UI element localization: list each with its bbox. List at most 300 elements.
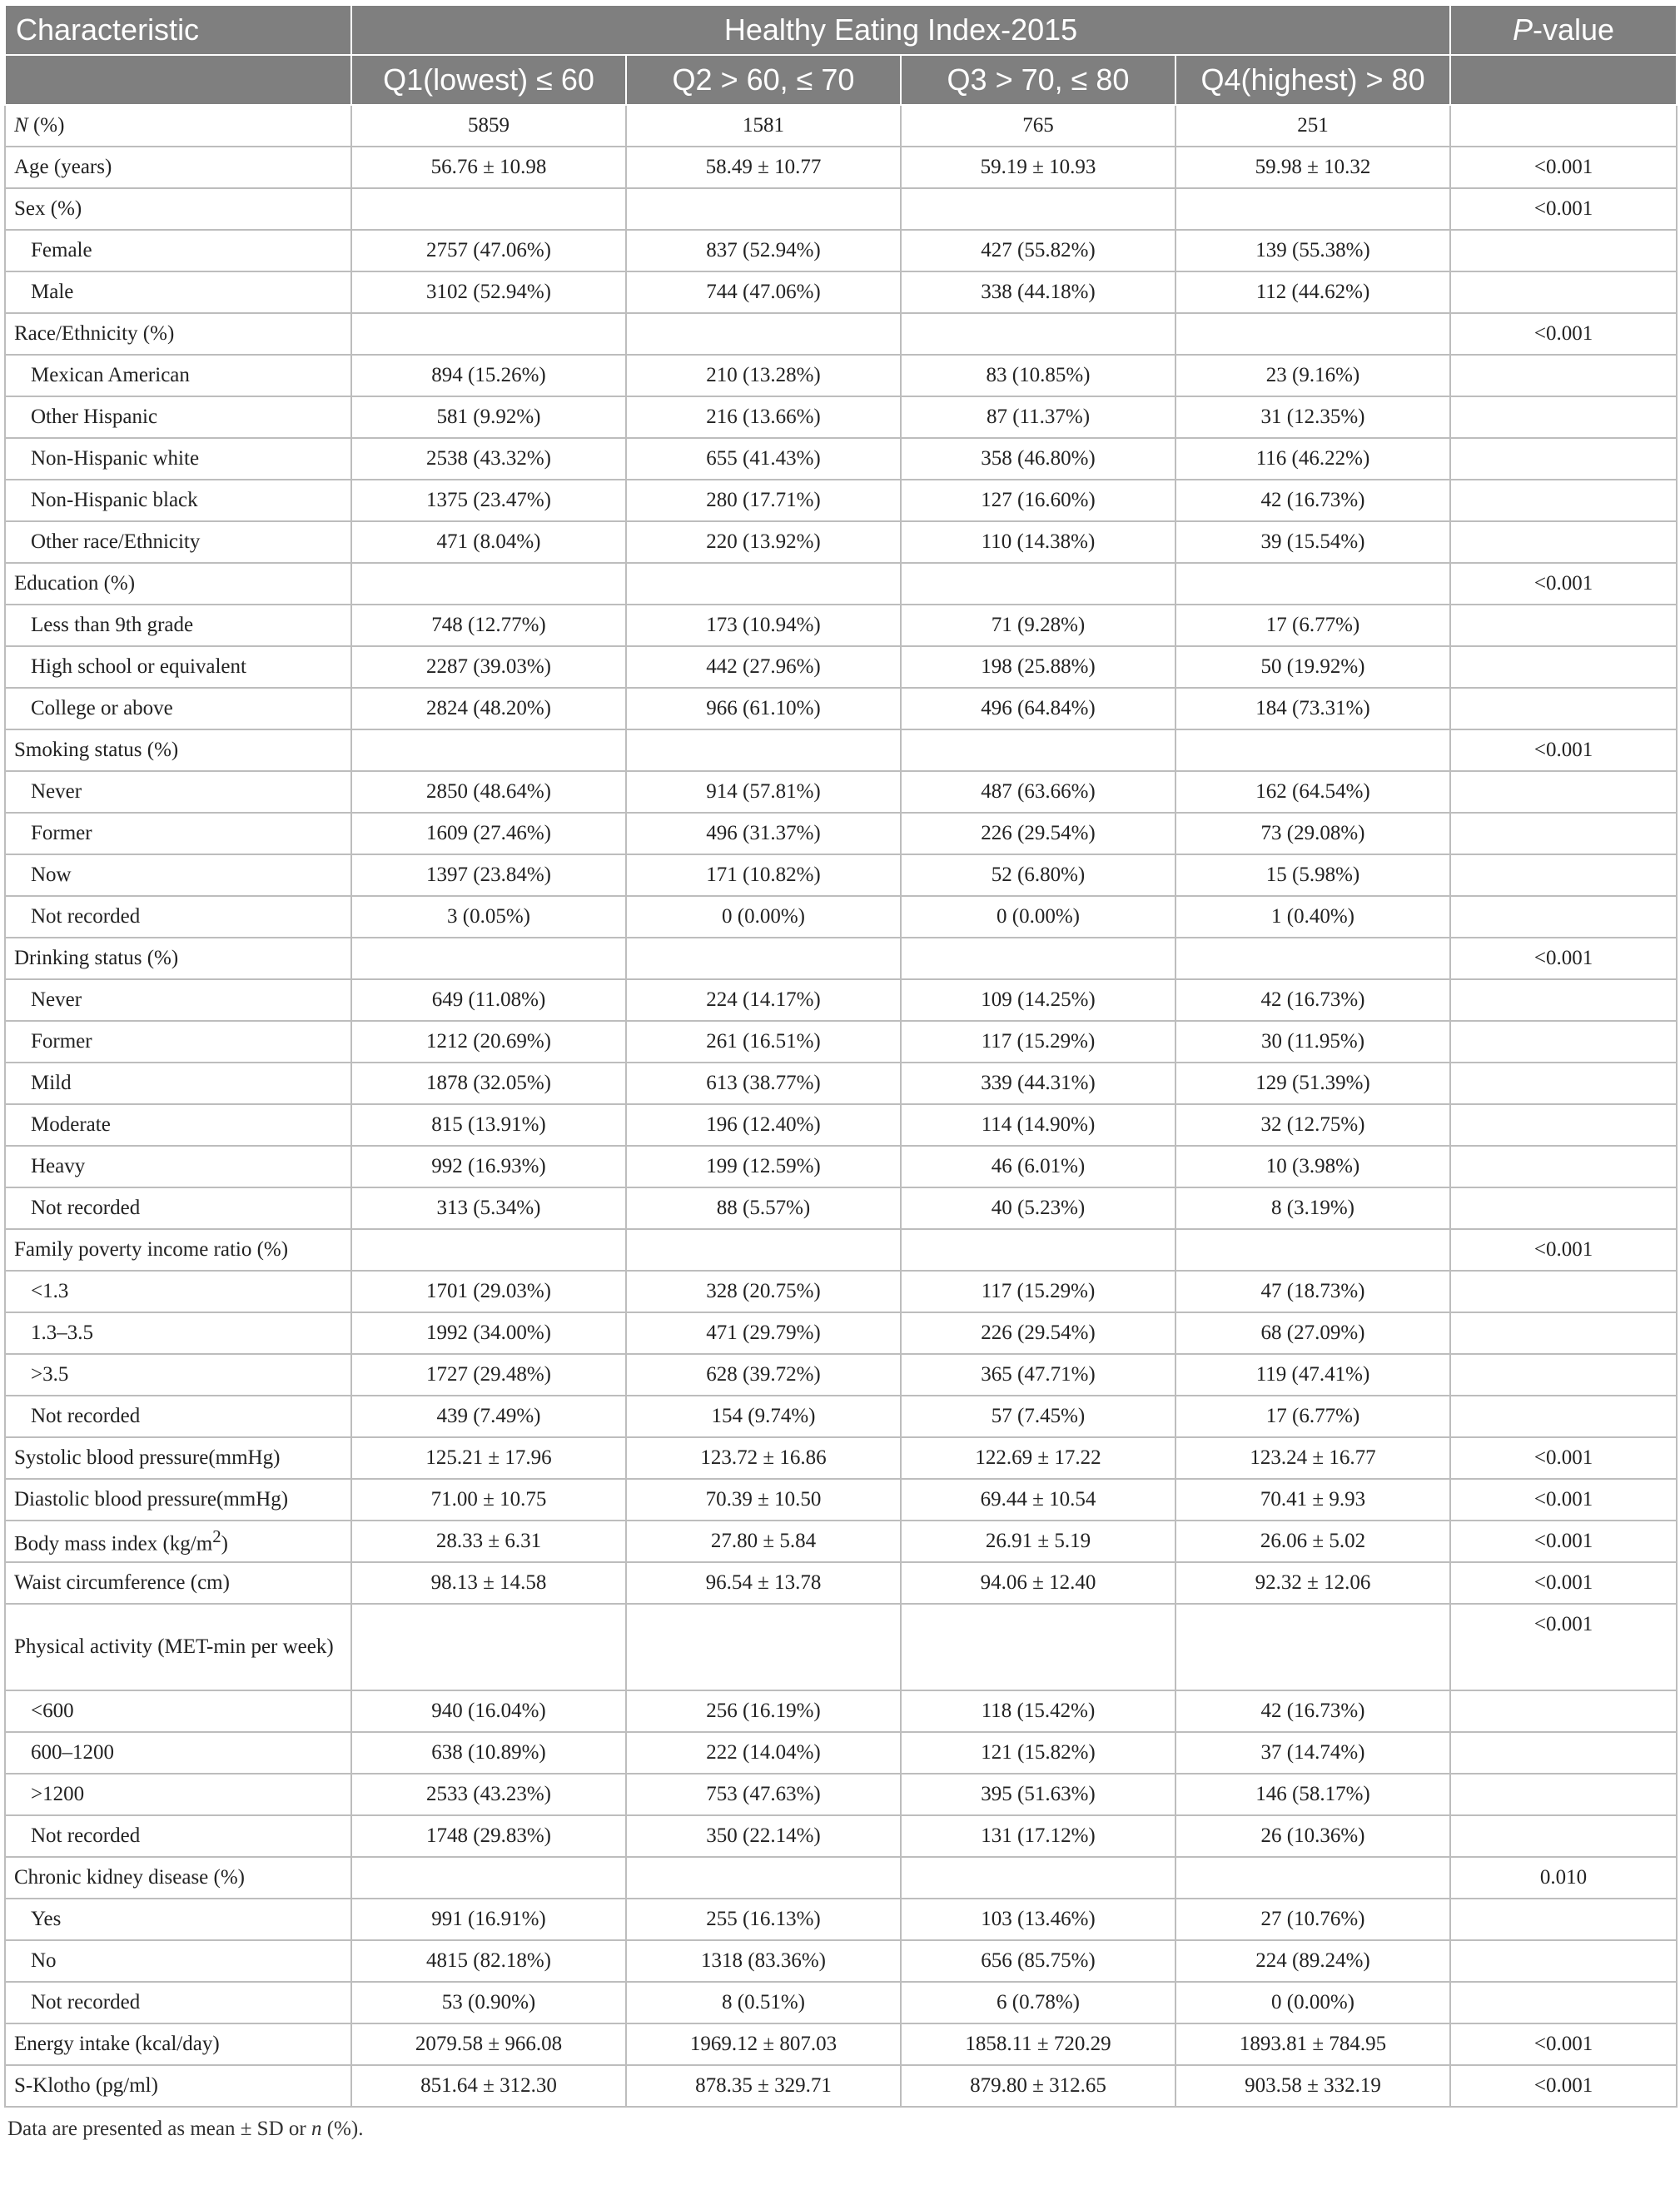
- cell-q1: 894 (15.26%): [351, 355, 626, 396]
- cell-q4: 70.41 ± 9.93: [1176, 1479, 1450, 1521]
- cell-pvalue: [1450, 1354, 1677, 1396]
- row-label: [5, 1732, 351, 1774]
- cell-q1: [351, 1229, 626, 1271]
- row-label: [5, 188, 351, 230]
- table-row: [5, 2023, 1677, 2065]
- cell-q2: 255 (16.13%): [626, 1899, 901, 1940]
- cell-q2: 256 (16.19%): [626, 1690, 901, 1732]
- cell-q3: 226 (29.54%): [901, 1312, 1176, 1354]
- cell-q2: 123.72 ± 16.86: [626, 1437, 901, 1479]
- row-label: [5, 896, 351, 938]
- row-label: [5, 1271, 351, 1312]
- row-label-text: Male: [31, 281, 74, 303]
- table-row: [5, 1774, 1677, 1815]
- row-label-text: S-Klotho (pg/ml): [14, 2074, 158, 2097]
- cell-q4: 30 (11.95%): [1176, 1021, 1450, 1063]
- cell-pvalue: <0.001: [1450, 563, 1677, 605]
- cell-q4: 27 (10.76%): [1176, 1899, 1450, 1940]
- table-row: [5, 1982, 1677, 2023]
- cell-q2: 261 (16.51%): [626, 1021, 901, 1063]
- cell-q4: 15 (5.98%): [1176, 854, 1450, 896]
- row-label: [5, 1982, 351, 2023]
- group-title-header: Healthy Eating Index-2015: [351, 5, 1450, 55]
- table-wrapper: [4, 4, 1676, 2141]
- cell-q1: 1701 (29.03%): [351, 1271, 626, 1312]
- table-row: [5, 563, 1677, 605]
- row-label-text: Mild: [31, 1072, 72, 1094]
- row-label-text: Diastolic blood pressure(mmHg): [14, 1488, 289, 1511]
- row-label: [5, 1063, 351, 1104]
- cell-q4: 224 (89.24%): [1176, 1940, 1450, 1982]
- table-row: [5, 1312, 1677, 1354]
- cell-q3: 127 (16.60%): [901, 480, 1176, 521]
- cell-q4: 903.58 ± 332.19: [1176, 2065, 1450, 2107]
- table-row: [5, 688, 1677, 729]
- cell-q3: 487 (63.66%): [901, 771, 1176, 813]
- cell-q2: 220 (13.92%): [626, 521, 901, 563]
- cell-q2: [626, 729, 901, 771]
- cell-q4: 23 (9.16%): [1176, 355, 1450, 396]
- cell-q1: 71.00 ± 10.75: [351, 1479, 626, 1521]
- cell-pvalue: [1450, 1187, 1677, 1229]
- row-label-text: Family poverty income ratio (%): [14, 1238, 289, 1261]
- cell-q3: [901, 729, 1176, 771]
- table-row: [5, 1354, 1677, 1396]
- cell-q3: 118 (15.42%): [901, 1690, 1176, 1732]
- cell-q2: 744 (47.06%): [626, 271, 901, 313]
- cell-q3: 117 (15.29%): [901, 1021, 1176, 1063]
- cell-pvalue: [1450, 979, 1677, 1021]
- row-label-text: Body mass index (kg/m: [14, 1532, 213, 1555]
- cell-q1: 815 (13.91%): [351, 1104, 626, 1146]
- table-row: [5, 1271, 1677, 1312]
- cell-q1: 3 (0.05%): [351, 896, 626, 938]
- cell-q1: 4815 (82.18%): [351, 1940, 626, 1982]
- cell-pvalue: [1450, 1104, 1677, 1146]
- cell-q4: 50 (19.92%): [1176, 646, 1450, 688]
- quartile-header-q3: Q3 > 70, ≤ 80: [901, 55, 1176, 105]
- row-label-text: >3.5: [31, 1363, 69, 1386]
- row-label: [5, 1815, 351, 1857]
- cell-q2: [626, 1229, 901, 1271]
- cell-q3: [901, 188, 1176, 230]
- cell-q3: 358 (46.80%): [901, 438, 1176, 480]
- cell-q3: 110 (14.38%): [901, 521, 1176, 563]
- row-label: [5, 1604, 351, 1690]
- cell-q1: 125.21 ± 17.96: [351, 1437, 626, 1479]
- cell-q3: 131 (17.12%): [901, 1815, 1176, 1857]
- row-label: [5, 230, 351, 271]
- pvalue-header: [1450, 5, 1677, 55]
- cell-q2: 628 (39.72%): [626, 1354, 901, 1396]
- cell-q1: 2757 (47.06%): [351, 230, 626, 271]
- row-label: [5, 1899, 351, 1940]
- row-label: [5, 521, 351, 563]
- cell-q4: 123.24 ± 16.77: [1176, 1437, 1450, 1479]
- table-row: [5, 771, 1677, 813]
- cell-q3: 339 (44.31%): [901, 1063, 1176, 1104]
- cell-q3: 87 (11.37%): [901, 396, 1176, 438]
- cell-q3: 71 (9.28%): [901, 605, 1176, 646]
- table-header: [5, 5, 1677, 105]
- cell-q2: 8 (0.51%): [626, 1982, 901, 2023]
- cell-pvalue: 0.010: [1450, 1857, 1677, 1899]
- row-label: [5, 854, 351, 896]
- row-label: [5, 563, 351, 605]
- table-row: [5, 1104, 1677, 1146]
- footnote-italic: n: [311, 2118, 322, 2140]
- row-label: [5, 1690, 351, 1732]
- cell-q2: 224 (14.17%): [626, 979, 901, 1021]
- cell-pvalue: [1450, 271, 1677, 313]
- row-label-text: Other Hispanic: [31, 406, 158, 428]
- row-label-text: Not recorded: [31, 1405, 141, 1427]
- row-label-text: Moderate: [31, 1113, 111, 1136]
- header-blank-cell: [1450, 55, 1677, 105]
- cell-q1: 3102 (52.94%): [351, 271, 626, 313]
- table-row: [5, 1899, 1677, 1940]
- row-label-suffix: ): [221, 1532, 228, 1555]
- row-label: [5, 771, 351, 813]
- cell-q2: [626, 313, 901, 355]
- cell-q3: [901, 1604, 1176, 1690]
- cell-q3: 0 (0.00%): [901, 896, 1176, 938]
- cell-q2: 0 (0.00%): [626, 896, 901, 938]
- cell-pvalue: [1450, 605, 1677, 646]
- cell-q2: 280 (17.71%): [626, 480, 901, 521]
- cell-q1: 1992 (34.00%): [351, 1312, 626, 1354]
- cell-q4: 42 (16.73%): [1176, 979, 1450, 1021]
- cell-q3: 338 (44.18%): [901, 271, 1176, 313]
- cell-q3: 365 (47.71%): [901, 1354, 1176, 1396]
- table-row: [5, 438, 1677, 480]
- row-label: [5, 1521, 351, 1562]
- cell-q1: [351, 1604, 626, 1690]
- row-label: [5, 1146, 351, 1187]
- cell-q2: 1581: [626, 105, 901, 147]
- cell-pvalue: [1450, 1271, 1677, 1312]
- table-row: [5, 938, 1677, 979]
- cell-q4: [1176, 1857, 1450, 1899]
- row-label: [5, 1312, 351, 1354]
- row-label-text: Sex (%): [14, 197, 82, 220]
- cell-pvalue: [1450, 105, 1677, 147]
- row-label: [5, 646, 351, 688]
- row-label-text: Not recorded: [31, 1824, 141, 1847]
- row-label-text: Chronic kidney disease (%): [14, 1866, 246, 1889]
- cell-q1: 1727 (29.48%): [351, 1354, 626, 1396]
- cell-q1: 581 (9.92%): [351, 396, 626, 438]
- cell-pvalue: [1450, 521, 1677, 563]
- cell-q4: 0 (0.00%): [1176, 1982, 1450, 2023]
- cell-pvalue: [1450, 396, 1677, 438]
- cell-q2: [626, 563, 901, 605]
- cell-q2: 27.80 ± 5.84: [626, 1521, 901, 1562]
- table-row: [5, 230, 1677, 271]
- row-label-text: Systolic blood pressure(mmHg): [14, 1446, 281, 1469]
- row-label-text: 600–1200: [31, 1741, 114, 1764]
- row-label-text: Smoking status (%): [14, 739, 179, 761]
- cell-q1: 53 (0.90%): [351, 1982, 626, 2023]
- table-row: [5, 605, 1677, 646]
- cell-q2: 210 (13.28%): [626, 355, 901, 396]
- row-label-text: Not recorded: [31, 1197, 141, 1219]
- table-body: [5, 105, 1677, 2107]
- row-label: [5, 1229, 351, 1271]
- cell-q3: 69.44 ± 10.54: [901, 1479, 1176, 1521]
- table-row: [5, 1732, 1677, 1774]
- cell-q1: 2079.58 ± 966.08: [351, 2023, 626, 2065]
- cell-pvalue: [1450, 646, 1677, 688]
- cell-q1: 313 (5.34%): [351, 1187, 626, 1229]
- cell-q3: 226 (29.54%): [901, 813, 1176, 854]
- cell-pvalue: <0.001: [1450, 188, 1677, 230]
- row-label: [5, 1774, 351, 1815]
- cell-q2: 350 (22.14%): [626, 1815, 901, 1857]
- cell-q3: 117 (15.29%): [901, 1271, 1176, 1312]
- cell-pvalue: <0.001: [1450, 2023, 1677, 2065]
- cell-q3: [901, 563, 1176, 605]
- row-label-text: Not recorded: [31, 905, 141, 928]
- cell-q4: 39 (15.54%): [1176, 521, 1450, 563]
- row-label: [5, 480, 351, 521]
- cell-q4: 31 (12.35%): [1176, 396, 1450, 438]
- cell-pvalue: <0.001: [1450, 1521, 1677, 1562]
- cell-pvalue: [1450, 688, 1677, 729]
- row-label-text: Other race/Ethnicity: [31, 530, 201, 553]
- table-row: [5, 1146, 1677, 1187]
- cell-q4: 32 (12.75%): [1176, 1104, 1450, 1146]
- cell-q3: 26.91 ± 5.19: [901, 1521, 1176, 1562]
- row-label: [5, 1396, 351, 1437]
- cell-q2: 199 (12.59%): [626, 1146, 901, 1187]
- cell-q4: [1176, 1604, 1450, 1690]
- cell-q2: [626, 1604, 901, 1690]
- table-footnote: [4, 2118, 1676, 2141]
- row-label: [5, 2023, 351, 2065]
- cell-q2: 753 (47.63%): [626, 1774, 901, 1815]
- table-row: [5, 729, 1677, 771]
- cell-pvalue: [1450, 1396, 1677, 1437]
- cell-q2: [626, 188, 901, 230]
- table-row: [5, 147, 1677, 188]
- cell-q3: 1858.11 ± 720.29: [901, 2023, 1176, 2065]
- cell-q4: 1 (0.40%): [1176, 896, 1450, 938]
- cell-pvalue: <0.001: [1450, 938, 1677, 979]
- cell-pvalue: [1450, 771, 1677, 813]
- table-row: [5, 396, 1677, 438]
- table-row: [5, 1229, 1677, 1271]
- cell-q3: 395 (51.63%): [901, 1774, 1176, 1815]
- cell-q3: 40 (5.23%): [901, 1187, 1176, 1229]
- cell-q1: 1748 (29.83%): [351, 1815, 626, 1857]
- cell-pvalue: [1450, 1815, 1677, 1857]
- cell-q1: 748 (12.77%): [351, 605, 626, 646]
- cell-q4: 112 (44.62%): [1176, 271, 1450, 313]
- cell-q1: 2824 (48.20%): [351, 688, 626, 729]
- cell-q4: 1893.81 ± 784.95: [1176, 2023, 1450, 2065]
- pvalue-header-italic: P: [1513, 12, 1533, 47]
- table-row: [5, 521, 1677, 563]
- cell-q3: 103 (13.46%): [901, 1899, 1176, 1940]
- cell-q2: 442 (27.96%): [626, 646, 901, 688]
- row-label-text: Drinking status (%): [14, 947, 179, 969]
- cell-q1: 649 (11.08%): [351, 979, 626, 1021]
- row-label: [5, 396, 351, 438]
- table-row: [5, 105, 1677, 147]
- row-label: [5, 813, 351, 854]
- table-row: [5, 1940, 1677, 1982]
- cell-q3: 765: [901, 105, 1176, 147]
- cell-pvalue: [1450, 438, 1677, 480]
- cell-q4: 146 (58.17%): [1176, 1774, 1450, 1815]
- row-label-text: Less than 9th grade: [31, 614, 194, 636]
- cell-pvalue: [1450, 230, 1677, 271]
- row-label-text: Race/Ethnicity (%): [14, 322, 175, 345]
- cell-q1: 1609 (27.46%): [351, 813, 626, 854]
- pvalue-header-rest: -value: [1533, 12, 1615, 47]
- cell-q3: 656 (85.75%): [901, 1940, 1176, 1982]
- row-label-text: <1.3: [31, 1280, 69, 1302]
- table-row: [5, 1562, 1677, 1604]
- cell-pvalue: [1450, 480, 1677, 521]
- row-label: [5, 688, 351, 729]
- cell-q1: 851.64 ± 312.30: [351, 2065, 626, 2107]
- cell-q4: [1176, 938, 1450, 979]
- cell-pvalue: <0.001: [1450, 1562, 1677, 1604]
- cell-pvalue: [1450, 1982, 1677, 2023]
- row-label: [5, 2065, 351, 2107]
- cell-q4: 59.98 ± 10.32: [1176, 147, 1450, 188]
- row-label: [5, 1354, 351, 1396]
- cell-q4: 251: [1176, 105, 1450, 147]
- cell-q1: 1212 (20.69%): [351, 1021, 626, 1063]
- quartile-header-q1: Q1(lowest) ≤ 60: [351, 55, 626, 105]
- row-label-text: Age (years): [14, 156, 112, 178]
- cell-q1: 56.76 ± 10.98: [351, 147, 626, 188]
- table-row: [5, 1021, 1677, 1063]
- cell-q1: [351, 938, 626, 979]
- cell-q4: 17 (6.77%): [1176, 605, 1450, 646]
- cell-pvalue: [1450, 896, 1677, 938]
- cell-q2: 328 (20.75%): [626, 1271, 901, 1312]
- cell-q1: 1397 (23.84%): [351, 854, 626, 896]
- table-row: [5, 1604, 1677, 1690]
- cell-q3: [901, 938, 1176, 979]
- row-label: [5, 1021, 351, 1063]
- row-label-text: 1.3–3.5: [31, 1322, 93, 1344]
- cell-pvalue: <0.001: [1450, 729, 1677, 771]
- cell-q3: 122.69 ± 17.22: [901, 1437, 1176, 1479]
- row-label-text: Not recorded: [31, 1991, 141, 2013]
- row-label-text: (%): [27, 114, 65, 137]
- cell-q2: 196 (12.40%): [626, 1104, 901, 1146]
- cell-q4: [1176, 1229, 1450, 1271]
- cell-q3: 59.19 ± 10.93: [901, 147, 1176, 188]
- cell-q2: 496 (31.37%): [626, 813, 901, 854]
- row-label-text: <600: [31, 1700, 74, 1722]
- table-row: [5, 1437, 1677, 1479]
- table-row: [5, 1187, 1677, 1229]
- table-row: [5, 896, 1677, 938]
- cell-q3: 94.06 ± 12.40: [901, 1562, 1176, 1604]
- cell-q1: 940 (16.04%): [351, 1690, 626, 1732]
- cell-q1: 5859: [351, 105, 626, 147]
- row-label: [5, 979, 351, 1021]
- cell-q2: 58.49 ± 10.77: [626, 147, 901, 188]
- quartile-header-q4: Q4(highest) > 80: [1176, 55, 1450, 105]
- cell-q4: 139 (55.38%): [1176, 230, 1450, 271]
- cell-q3: [901, 1857, 1176, 1899]
- cell-q3: 114 (14.90%): [901, 1104, 1176, 1146]
- characteristics-table: [4, 4, 1678, 2108]
- cell-q2: 471 (29.79%): [626, 1312, 901, 1354]
- cell-q3: 198 (25.88%): [901, 646, 1176, 688]
- cell-q4: 42 (16.73%): [1176, 480, 1450, 521]
- cell-q1: [351, 729, 626, 771]
- cell-q2: 655 (41.43%): [626, 438, 901, 480]
- cell-q1: 2533 (43.23%): [351, 1774, 626, 1815]
- cell-q4: 92.32 ± 12.06: [1176, 1562, 1450, 1604]
- row-label: [5, 1857, 351, 1899]
- cell-q2: 1969.12 ± 807.03: [626, 2023, 901, 2065]
- row-label-text: Mexican American: [31, 364, 190, 386]
- table-row: [5, 646, 1677, 688]
- cell-pvalue: [1450, 1146, 1677, 1187]
- row-label: [5, 938, 351, 979]
- cell-q4: 162 (64.54%): [1176, 771, 1450, 813]
- row-label-text: College or above: [31, 697, 173, 719]
- cell-q2: 878.35 ± 329.71: [626, 2065, 901, 2107]
- cell-q1: 98.13 ± 14.58: [351, 1562, 626, 1604]
- cell-q1: 28.33 ± 6.31: [351, 1521, 626, 1562]
- row-label-text: Never: [31, 988, 82, 1011]
- cell-pvalue: <0.001: [1450, 1229, 1677, 1271]
- table-row: [5, 1690, 1677, 1732]
- table-row: [5, 188, 1677, 230]
- cell-q4: 47 (18.73%): [1176, 1271, 1450, 1312]
- cell-q4: 68 (27.09%): [1176, 1312, 1450, 1354]
- row-label: [5, 438, 351, 480]
- footnote-text-end: (%).: [321, 2118, 364, 2140]
- row-label: [5, 271, 351, 313]
- cell-q1: 992 (16.93%): [351, 1146, 626, 1187]
- cell-q3: 46 (6.01%): [901, 1146, 1176, 1187]
- cell-pvalue: [1450, 1774, 1677, 1815]
- cell-q4: 119 (47.41%): [1176, 1354, 1450, 1396]
- cell-q4: [1176, 313, 1450, 355]
- cell-q3: 121 (15.82%): [901, 1732, 1176, 1774]
- row-label: [5, 1104, 351, 1146]
- row-label-text: Waist circumference (cm): [14, 1571, 230, 1594]
- cell-q3: 427 (55.82%): [901, 230, 1176, 271]
- cell-pvalue: [1450, 1021, 1677, 1063]
- cell-q2: 96.54 ± 13.78: [626, 1562, 901, 1604]
- row-label-text: Yes: [31, 1908, 62, 1930]
- cell-q2: 966 (61.10%): [626, 688, 901, 729]
- row-label-text: Energy intake (kcal/day): [14, 2033, 220, 2055]
- cell-pvalue: <0.001: [1450, 313, 1677, 355]
- row-label-text: >1200: [31, 1783, 85, 1805]
- cell-pvalue: [1450, 1732, 1677, 1774]
- cell-q4: 42 (16.73%): [1176, 1690, 1450, 1732]
- row-label-text: Education (%): [14, 572, 136, 595]
- cell-pvalue: [1450, 355, 1677, 396]
- row-label: [5, 1940, 351, 1982]
- cell-q2: 837 (52.94%): [626, 230, 901, 271]
- row-label-text: Female: [31, 239, 92, 261]
- cell-q1: 2850 (48.64%): [351, 771, 626, 813]
